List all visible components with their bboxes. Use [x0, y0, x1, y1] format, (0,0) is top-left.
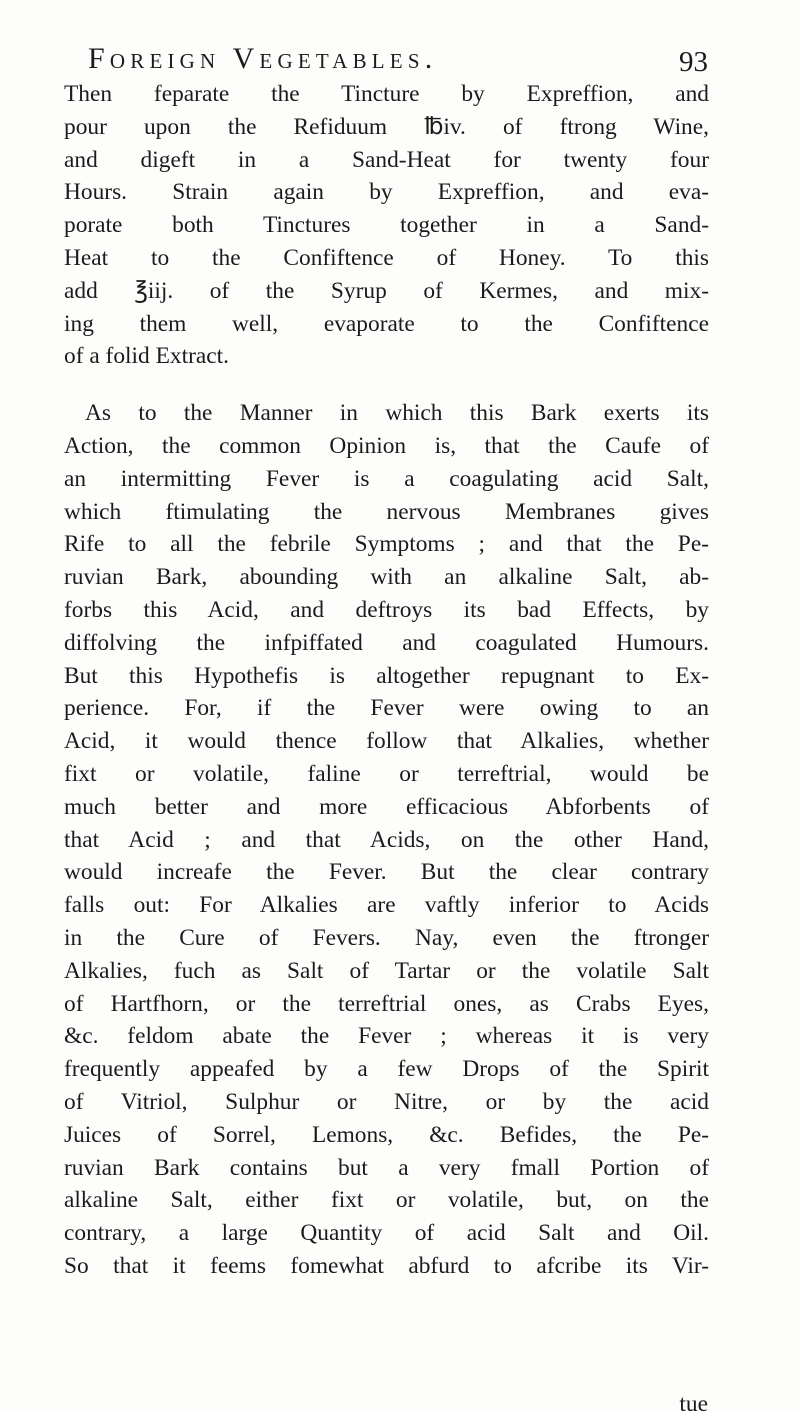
text-line: forbs this Acid, and deftroys its bad Effects, by — [64, 596, 709, 623]
text-line: ruvian Bark contains but a very fmall Portion of — [64, 1154, 709, 1181]
text-line: falls out: For Alkalies are vaftly inferior to Acids — [64, 892, 709, 919]
text-line: fixt or volatile, faline or terreftrial, would be — [64, 760, 709, 787]
text-line: and digeft in a Sand-Heat for twenty four — [64, 146, 709, 173]
text-line: much better and more efficacious Abforbents of — [64, 793, 709, 820]
text-line: in the Cure of Fevers. Nay, even the ftronger — [64, 924, 709, 951]
running-head — [88, 42, 708, 82]
text-line: alkaline Salt, either fixt or volatile, but, on the — [64, 1187, 709, 1214]
text-line: which ftimulating the nervous Membranes gives — [64, 498, 709, 525]
text-line: So that it feems fomewhat abfurd to afcribe its Vir- — [64, 1252, 709, 1279]
text-line: Hours. Strain again by Expreffion, and eva- — [64, 179, 709, 206]
running-title: Foreign Vegetables. — [88, 42, 438, 75]
page-number: 93 — [679, 46, 708, 78]
paragraph-1 — [64, 78, 709, 373]
text-line: &c. feldom abate the Fever ; whereas it is very — [64, 1023, 709, 1050]
text-line: of Vitriol, Sulphur or Nitre, or by the acid — [64, 1088, 709, 1115]
text-line: Acid, it would thence follow that Alkalies, whether — [64, 728, 709, 755]
text-line: frequently appeafed by a few Drops of the Spirit — [64, 1056, 709, 1083]
paragraph-gap — [64, 373, 709, 397]
text-line: ing them well, evaporate to the Confiftence — [64, 310, 709, 337]
text-line: that Acid ; and that Acids, on the other Hand, — [64, 826, 709, 853]
text-line: Alkalies, fuch as Salt of Tartar or the volatile Salt — [64, 957, 709, 984]
text-line: would increafe the Fever. But the clear contrary — [64, 859, 709, 886]
text-line: diffolving the infpiffated and coagulated Humours. — [64, 629, 709, 656]
body-text — [64, 78, 709, 1283]
text-line: perience. For, if the Fever were owing to an — [64, 695, 709, 722]
text-line: Heat to the Confiftence of Honey. To this — [64, 244, 709, 271]
text-line: contrary, a large Quantity of acid Salt and Oil. — [64, 1220, 709, 1247]
text-line: add ℥iij. of the Syrup of Kermes, and mix- — [64, 277, 709, 304]
text-line: Then feparate the Tincture by Expreffion, and — [64, 81, 709, 107]
text-line: ruvian Bark, abounding with an alkaline Salt, ab- — [64, 564, 709, 591]
catchword: tue — [679, 1391, 708, 1417]
text-line: porate both Tinctures together in a Sand- — [64, 212, 709, 239]
text-line: Action, the common Opinion is, that the Caufe of — [64, 432, 709, 459]
text-line: of a folid Extract. — [64, 343, 229, 370]
text-line: Juices of Sorrel, Lemons, &c. Befides, the Pe- — [64, 1121, 709, 1148]
text-line: an intermitting Fever is a coagulating acid Salt, — [64, 465, 709, 492]
paragraph-2 — [64, 397, 709, 1283]
text-line: But this Hypothefis is altogether repugnant to Ex- — [64, 662, 709, 689]
text-line: pour upon the Refiduum ℔iv. of ftrong Wine, — [64, 113, 709, 140]
text-line: Rife to all the febrile Symptoms ; and that the Pe- — [64, 531, 709, 558]
text-line: of Hartfhorn, or the terreftrial ones, as Crabs Eyes, — [64, 990, 709, 1017]
text-line: As to the Manner in which this Bark exerts its — [85, 400, 709, 427]
